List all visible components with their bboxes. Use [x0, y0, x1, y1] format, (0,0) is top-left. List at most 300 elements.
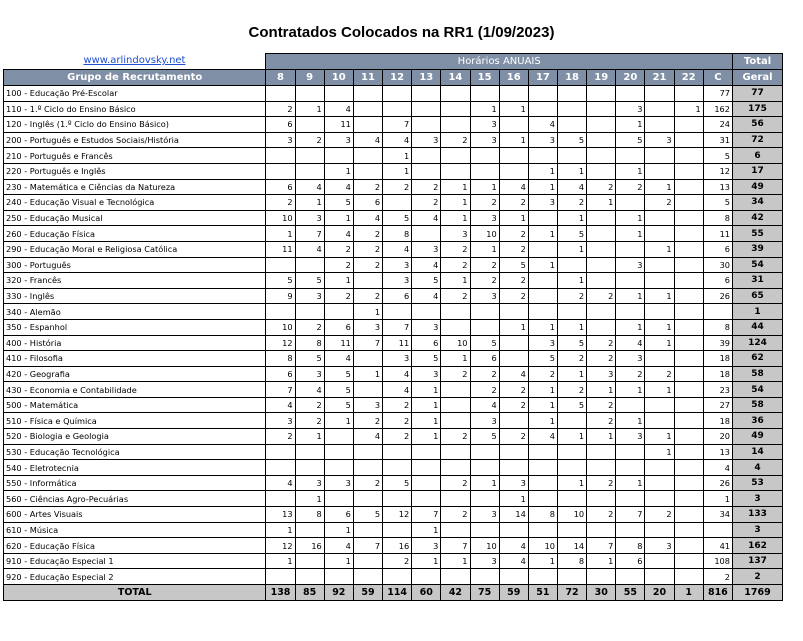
row-total-cell: 58: [732, 397, 782, 413]
value-cell: 1: [528, 397, 557, 413]
value-cell: 2: [441, 288, 470, 304]
value-cell: 1: [528, 553, 557, 569]
value-cell: [674, 460, 703, 476]
value-cell: 5: [412, 273, 441, 289]
value-cell: [557, 304, 586, 320]
value-cell: [412, 86, 441, 102]
value-cell: [353, 351, 382, 367]
row-total-cell: 1: [732, 304, 782, 320]
value-cell: 11: [703, 226, 732, 242]
value-cell: 10: [266, 319, 295, 335]
value-cell: 27: [703, 397, 732, 413]
value-cell: [645, 163, 674, 179]
value-cell: 18: [703, 413, 732, 429]
value-cell: [295, 86, 324, 102]
value-cell: [674, 86, 703, 102]
value-cell: 5: [324, 366, 353, 382]
value-cell: 1: [557, 210, 586, 226]
total-label: TOTAL: [4, 585, 266, 601]
grupo-cell: 400 - História: [4, 335, 266, 351]
table-row: [4, 132, 783, 148]
value-cell: [383, 522, 412, 538]
value-cell: 1: [645, 241, 674, 257]
value-cell: 1: [295, 429, 324, 445]
value-cell: 1: [528, 319, 557, 335]
value-cell: 14: [557, 538, 586, 554]
value-cell: 1: [441, 179, 470, 195]
value-cell: [703, 304, 732, 320]
value-cell: 4: [557, 179, 586, 195]
value-cell: [412, 117, 441, 133]
value-cell: 10: [470, 538, 499, 554]
value-cell: 1: [470, 101, 499, 117]
website-link[interactable]: www.arlindovsky.net: [4, 54, 266, 70]
value-cell: [587, 444, 616, 460]
value-cell: [528, 569, 557, 585]
table-row: [4, 288, 783, 304]
row-total-cell: 54: [732, 257, 782, 273]
value-cell: [383, 195, 412, 211]
value-cell: [324, 429, 353, 445]
value-cell: 1: [528, 257, 557, 273]
table-row: [4, 117, 783, 133]
column-header: 17: [528, 70, 557, 86]
value-cell: 4: [324, 351, 353, 367]
value-cell: [441, 491, 470, 507]
value-cell: [266, 569, 295, 585]
value-cell: [470, 319, 499, 335]
value-cell: 2: [266, 429, 295, 445]
value-cell: 5: [470, 335, 499, 351]
value-cell: 8: [557, 553, 586, 569]
value-cell: [528, 86, 557, 102]
value-cell: 8: [295, 507, 324, 523]
value-cell: [441, 117, 470, 133]
table-row: [4, 460, 783, 476]
value-cell: [383, 86, 412, 102]
value-cell: 2: [499, 241, 528, 257]
value-cell: [645, 522, 674, 538]
value-cell: 2: [587, 335, 616, 351]
value-cell: [674, 132, 703, 148]
column-header: 11: [353, 70, 382, 86]
value-cell: 3: [470, 288, 499, 304]
column-header: 13: [412, 70, 441, 86]
value-cell: [645, 148, 674, 164]
value-cell: [470, 444, 499, 460]
value-cell: 2: [353, 241, 382, 257]
row-total-cell: 6: [732, 148, 782, 164]
value-cell: 7: [441, 538, 470, 554]
table-row: [4, 335, 783, 351]
value-cell: [383, 569, 412, 585]
value-cell: [557, 148, 586, 164]
value-cell: [674, 288, 703, 304]
value-cell: 3: [470, 413, 499, 429]
value-cell: 3: [470, 507, 499, 523]
total-header-top: Total: [732, 54, 782, 70]
value-cell: [587, 569, 616, 585]
value-cell: [470, 569, 499, 585]
value-cell: 11: [324, 335, 353, 351]
value-cell: [674, 273, 703, 289]
table-row: [4, 273, 783, 289]
value-cell: [674, 179, 703, 195]
value-cell: [528, 273, 557, 289]
value-cell: 5: [470, 429, 499, 445]
value-cell: 2: [587, 475, 616, 491]
value-cell: [441, 163, 470, 179]
grupo-cell: 620 - Educação Física: [4, 538, 266, 554]
value-cell: [266, 460, 295, 476]
column-header: 12: [383, 70, 412, 86]
table-row: [4, 101, 783, 117]
value-cell: 2: [557, 382, 586, 398]
value-cell: [441, 413, 470, 429]
grupo-cell: 320 - Francês: [4, 273, 266, 289]
value-cell: 4: [295, 179, 324, 195]
value-cell: [353, 117, 382, 133]
value-cell: [295, 569, 324, 585]
value-cell: 2: [353, 226, 382, 242]
value-cell: [353, 460, 382, 476]
row-total-cell: 39: [732, 241, 782, 257]
value-cell: 1: [353, 366, 382, 382]
value-cell: [557, 101, 586, 117]
value-cell: 1: [528, 382, 557, 398]
row-total-cell: 17: [732, 163, 782, 179]
row-total-cell: 49: [732, 179, 782, 195]
value-cell: [616, 86, 645, 102]
value-cell: 5: [616, 132, 645, 148]
value-cell: [587, 460, 616, 476]
value-cell: [499, 117, 528, 133]
value-cell: 2: [383, 179, 412, 195]
value-cell: 6: [616, 553, 645, 569]
grupo-cell: 430 - Economia e Contabilidade: [4, 382, 266, 398]
value-cell: [645, 351, 674, 367]
value-cell: [353, 444, 382, 460]
horarios-header: Horários ANUAIS: [266, 54, 733, 70]
value-cell: [353, 491, 382, 507]
value-cell: 2: [353, 257, 382, 273]
column-total-cell: 59: [353, 585, 382, 601]
value-cell: 14: [499, 507, 528, 523]
value-cell: 1: [528, 413, 557, 429]
value-cell: [587, 163, 616, 179]
value-cell: [266, 304, 295, 320]
value-cell: 11: [383, 335, 412, 351]
row-total-cell: 2: [732, 569, 782, 585]
value-cell: 1: [266, 522, 295, 538]
row-total-cell: 53: [732, 475, 782, 491]
column-total-cell: 72: [557, 585, 586, 601]
column-total-cell: 60: [412, 585, 441, 601]
value-cell: [674, 444, 703, 460]
value-cell: 1: [528, 226, 557, 242]
value-cell: [645, 117, 674, 133]
value-cell: [324, 491, 353, 507]
value-cell: 2: [499, 288, 528, 304]
table-row: [4, 257, 783, 273]
value-cell: 4: [324, 179, 353, 195]
row-total-cell: 42: [732, 210, 782, 226]
value-cell: 3: [616, 101, 645, 117]
value-cell: [616, 569, 645, 585]
value-cell: 6: [266, 366, 295, 382]
value-cell: [412, 569, 441, 585]
value-cell: [470, 491, 499, 507]
value-cell: 1: [616, 319, 645, 335]
table-row: [4, 179, 783, 195]
value-cell: 2: [295, 132, 324, 148]
value-cell: [587, 491, 616, 507]
value-cell: [470, 163, 499, 179]
value-cell: [499, 351, 528, 367]
value-cell: [295, 460, 324, 476]
value-cell: 2: [353, 288, 382, 304]
value-cell: 3: [412, 319, 441, 335]
value-cell: 3: [266, 413, 295, 429]
value-cell: 2: [353, 413, 382, 429]
column-header: 19: [587, 70, 616, 86]
grupo-cell: 290 - Educação Moral e Religiosa Católica: [4, 241, 266, 257]
value-cell: 1: [324, 413, 353, 429]
table-row: [4, 163, 783, 179]
value-cell: 3: [470, 117, 499, 133]
value-cell: [383, 304, 412, 320]
value-cell: 31: [703, 132, 732, 148]
value-cell: [470, 148, 499, 164]
value-cell: 3: [383, 273, 412, 289]
value-cell: 2: [324, 288, 353, 304]
value-cell: [674, 491, 703, 507]
value-cell: 2: [645, 507, 674, 523]
value-cell: 6: [266, 179, 295, 195]
value-cell: 5: [557, 397, 586, 413]
value-cell: 162: [703, 101, 732, 117]
value-cell: 1: [383, 163, 412, 179]
value-cell: 4: [383, 132, 412, 148]
value-cell: 10: [528, 538, 557, 554]
grupo-cell: 330 - Inglês: [4, 288, 266, 304]
grupo-cell: 350 - Espanhol: [4, 319, 266, 335]
value-cell: 2: [383, 413, 412, 429]
value-cell: 5: [412, 351, 441, 367]
value-cell: 1: [616, 163, 645, 179]
value-cell: [499, 335, 528, 351]
value-cell: 1: [645, 382, 674, 398]
value-cell: [645, 475, 674, 491]
value-cell: [528, 304, 557, 320]
value-cell: [674, 241, 703, 257]
value-cell: 2: [587, 179, 616, 195]
value-cell: 2: [499, 429, 528, 445]
value-cell: 41: [703, 538, 732, 554]
value-cell: 39: [703, 335, 732, 351]
value-cell: [266, 444, 295, 460]
table-row: [4, 210, 783, 226]
value-cell: [528, 288, 557, 304]
value-cell: 1: [441, 553, 470, 569]
value-cell: [441, 148, 470, 164]
value-cell: 2: [703, 569, 732, 585]
value-cell: 10: [441, 335, 470, 351]
value-cell: 2: [412, 195, 441, 211]
value-cell: 5: [324, 195, 353, 211]
grupo-cell: 510 - Física e Química: [4, 413, 266, 429]
value-cell: 4: [295, 241, 324, 257]
value-cell: 9: [266, 288, 295, 304]
value-cell: 3: [412, 538, 441, 554]
value-cell: 1: [353, 304, 382, 320]
value-cell: 1: [528, 179, 557, 195]
table-row: [4, 507, 783, 523]
value-cell: 3: [528, 195, 557, 211]
value-cell: 2: [441, 132, 470, 148]
value-cell: [441, 397, 470, 413]
value-cell: 4: [383, 382, 412, 398]
value-cell: 13: [703, 179, 732, 195]
value-cell: 5: [703, 195, 732, 211]
value-cell: 7: [383, 319, 412, 335]
value-cell: [353, 148, 382, 164]
value-cell: [528, 491, 557, 507]
value-cell: [353, 382, 382, 398]
row-total-cell: 4: [732, 460, 782, 476]
row-total-cell: 44: [732, 319, 782, 335]
value-cell: 1: [616, 413, 645, 429]
value-cell: 1: [587, 553, 616, 569]
value-cell: 1: [470, 241, 499, 257]
value-cell: 1: [587, 429, 616, 445]
value-cell: [266, 148, 295, 164]
value-cell: 5: [557, 226, 586, 242]
value-cell: 11: [324, 117, 353, 133]
table-row: [4, 351, 783, 367]
value-cell: 2: [557, 288, 586, 304]
value-cell: [557, 460, 586, 476]
value-cell: 2: [441, 429, 470, 445]
value-cell: [587, 210, 616, 226]
value-cell: 1: [412, 382, 441, 398]
value-cell: 1: [587, 195, 616, 211]
value-cell: [645, 460, 674, 476]
value-cell: 26: [703, 475, 732, 491]
value-cell: 1: [441, 210, 470, 226]
value-cell: [383, 444, 412, 460]
value-cell: [499, 413, 528, 429]
value-cell: [674, 351, 703, 367]
value-cell: 4: [266, 475, 295, 491]
value-cell: 2: [587, 507, 616, 523]
value-cell: 1: [499, 491, 528, 507]
grupo-cell: 410 - Filosofia: [4, 351, 266, 367]
value-cell: 30: [703, 257, 732, 273]
value-cell: [674, 163, 703, 179]
value-cell: 4: [353, 210, 382, 226]
row-total-cell: 34: [732, 195, 782, 211]
value-cell: 16: [295, 538, 324, 554]
value-cell: [587, 148, 616, 164]
value-cell: 4: [412, 257, 441, 273]
grupo-cell: 420 - Geografia: [4, 366, 266, 382]
value-cell: 2: [266, 195, 295, 211]
value-cell: 2: [441, 241, 470, 257]
value-cell: [412, 304, 441, 320]
value-cell: 5: [295, 273, 324, 289]
value-cell: [528, 148, 557, 164]
value-cell: [557, 257, 586, 273]
value-cell: [412, 444, 441, 460]
value-cell: 3: [383, 351, 412, 367]
table-row: [4, 366, 783, 382]
value-cell: 3: [470, 553, 499, 569]
value-cell: 2: [499, 226, 528, 242]
grupo-cell: 230 - Matemática e Ciências da Natureza: [4, 179, 266, 195]
value-cell: [499, 460, 528, 476]
value-cell: 6: [383, 288, 412, 304]
value-cell: 2: [528, 366, 557, 382]
value-cell: 5: [383, 475, 412, 491]
value-cell: 3: [470, 210, 499, 226]
value-cell: 2: [295, 319, 324, 335]
value-cell: 26: [703, 288, 732, 304]
value-cell: 6: [324, 319, 353, 335]
value-cell: 3: [295, 210, 324, 226]
value-cell: [674, 522, 703, 538]
value-cell: 3: [616, 429, 645, 445]
row-total-cell: 137: [732, 553, 782, 569]
grupo-cell: 540 - Eletrotecnia: [4, 460, 266, 476]
value-cell: 1: [557, 429, 586, 445]
value-cell: 5: [324, 397, 353, 413]
column-header: 15: [470, 70, 499, 86]
value-cell: [645, 226, 674, 242]
value-cell: 1: [645, 319, 674, 335]
value-cell: 3: [470, 132, 499, 148]
value-cell: 12: [266, 335, 295, 351]
value-cell: 108: [703, 553, 732, 569]
value-cell: [674, 366, 703, 382]
value-cell: 5: [528, 351, 557, 367]
total-row: [4, 585, 783, 601]
value-cell: 1: [441, 273, 470, 289]
value-cell: 1: [587, 382, 616, 398]
grupo-cell: 110 - 1.º Ciclo do Ensino Básico: [4, 101, 266, 117]
column-total-cell: 42: [441, 585, 470, 601]
value-cell: 12: [266, 538, 295, 554]
value-cell: [412, 148, 441, 164]
value-cell: 1: [499, 101, 528, 117]
value-cell: 8: [383, 226, 412, 242]
grupo-cell: 200 - Português e Estudos Sociais/História: [4, 132, 266, 148]
value-cell: [674, 304, 703, 320]
value-cell: 5: [383, 210, 412, 226]
value-cell: 1: [499, 319, 528, 335]
value-cell: [412, 163, 441, 179]
value-cell: 7: [266, 382, 295, 398]
value-cell: [324, 444, 353, 460]
value-cell: 1: [383, 148, 412, 164]
value-cell: [616, 195, 645, 211]
value-cell: 4: [383, 366, 412, 382]
value-cell: 2: [441, 475, 470, 491]
value-cell: 2: [645, 366, 674, 382]
table-row: [4, 382, 783, 398]
value-cell: [324, 304, 353, 320]
value-cell: [674, 553, 703, 569]
